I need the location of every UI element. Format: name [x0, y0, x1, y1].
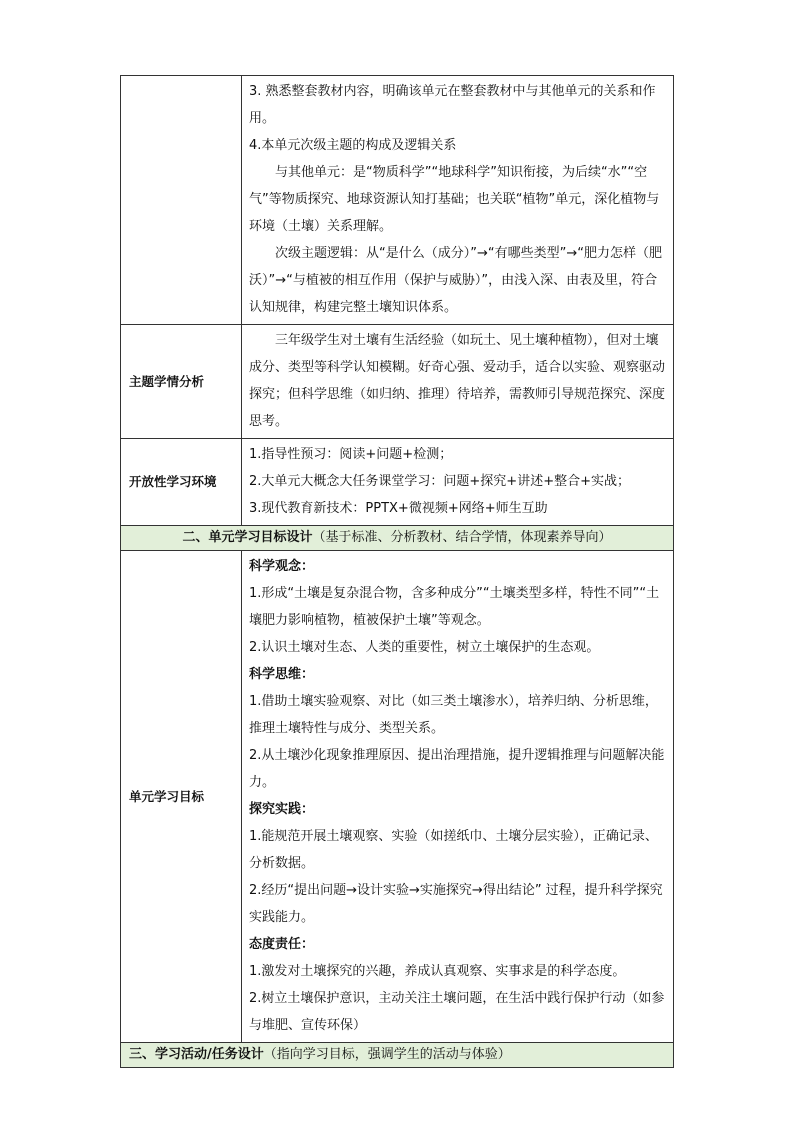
section-subtitle: （指向学习目标，强调学生的活动与体验）: [263, 1047, 511, 1062]
student-analysis-cell: [242, 325, 674, 439]
table-row: [121, 551, 674, 1043]
list-item: 2.树立土壤保护意识，主动关注土壤问题，在生活中践行保护行动（如参与堆肥、宣传环保）: [249, 991, 665, 1033]
section-title: 二、单元学习目标设计: [182, 530, 313, 545]
list-item: 1.激发对土壤探究的兴趣，养成认真观察、实事求是的科学态度。: [249, 964, 626, 979]
goal-heading: 科学思维：: [249, 667, 315, 682]
goal-heading: 探究实践：: [249, 802, 315, 817]
learning-environment-cell: [242, 439, 674, 526]
section-heading-3: [121, 1043, 674, 1068]
section-title: 三、学习活动/任务设计: [129, 1047, 264, 1062]
table-row: [121, 526, 674, 551]
list-item: 3.现代教育新技术：PPTX+微视频+网络+师生互助: [249, 501, 548, 516]
lesson-plan-table: [120, 75, 674, 1068]
row-label-student-analysis: 主题学情分析: [121, 325, 242, 439]
list-item: 2.大单元大概念大任务课堂学习：问题+探究+讲述+整合+实战；: [249, 474, 630, 489]
list-item: 2.经历“提出问题→设计实验→实施探究→得出结论” 过程，提升科学探究实践能力。: [249, 883, 663, 925]
list-item: 1.指导性预习：阅读+问题+检测；: [249, 447, 453, 462]
paragraph: 三年级学生对土壤有生活经验（如玩土、见土壤种植物），但对土壤成分、类型等科学认知模糊。好奇心强、爱动手，适合以实验、观察驱动探究；但科学思维（如归纳、推理）待培养，需教师引导规范探究、深度思考。: [249, 333, 666, 429]
section-subtitle: （基于标准、分析教材、结合学情，体现素养导向）: [312, 530, 612, 545]
goal-heading: 科学观念：: [249, 559, 315, 574]
row-label-unit-goals: 单元学习目标: [121, 551, 242, 1043]
goal-heading: 态度责任：: [249, 937, 315, 952]
section-heading-2: [121, 526, 674, 551]
list-item: 2.认识土壤对生态、人类的重要性，树立土壤保护的生态观。: [249, 640, 600, 655]
list-item: 2.从土壤沙化现象推理原因、提出治理措施，提升逻辑推理与问题解决能力。: [249, 748, 665, 790]
table-row: [121, 76, 674, 325]
unit-goals-cell: [242, 551, 674, 1043]
paragraph: 4.本单元次级主题的构成及逻辑关系: [249, 138, 457, 153]
table-row: [121, 1043, 674, 1068]
paragraph: 与其他单元：是“物质科学”“地球科学”知识衔接，为后续“水”“空气”等物质探究、地球资源认知打基础；也关联“植物”单元，深化植物与环境（土壤）关系理解。: [249, 165, 660, 234]
list-item: 1.借助土壤实验观察、对比（如三类土壤渗水），培养归纳、分析思维，推理土壤特性与成分、类型关系。: [249, 694, 658, 736]
table-row: [121, 325, 674, 439]
paragraph: 3. 熟悉整套教材内容，明确该单元在整套教材中与其他单元的关系和作用。: [249, 84, 656, 126]
row-label-learning-environment: 开放性学习环境: [121, 439, 242, 526]
unit-relations-cell: [242, 76, 674, 325]
list-item: 1.能规范开展土壤观察、实验（如搓纸巾、土壤分层实验），正确记录、分析数据。: [249, 829, 658, 871]
table-row: [121, 439, 674, 526]
paragraph: 次级主题逻辑：从“是什么（成分）”→“有哪些类型”→“肥力怎样（肥沃）”→“与植被的相互作用（保护与威胁）”，由浅入深、由表及里，符合认知规律，构建完整土壤知识体系。: [249, 246, 662, 315]
row-label-empty: [121, 76, 242, 325]
list-item: 1.形成“土壤是复杂混合物，含多种成分”“土壤类型多样，特性不同”“土壤肥力影响植物，植被保护土壤”等观念。: [249, 586, 660, 628]
